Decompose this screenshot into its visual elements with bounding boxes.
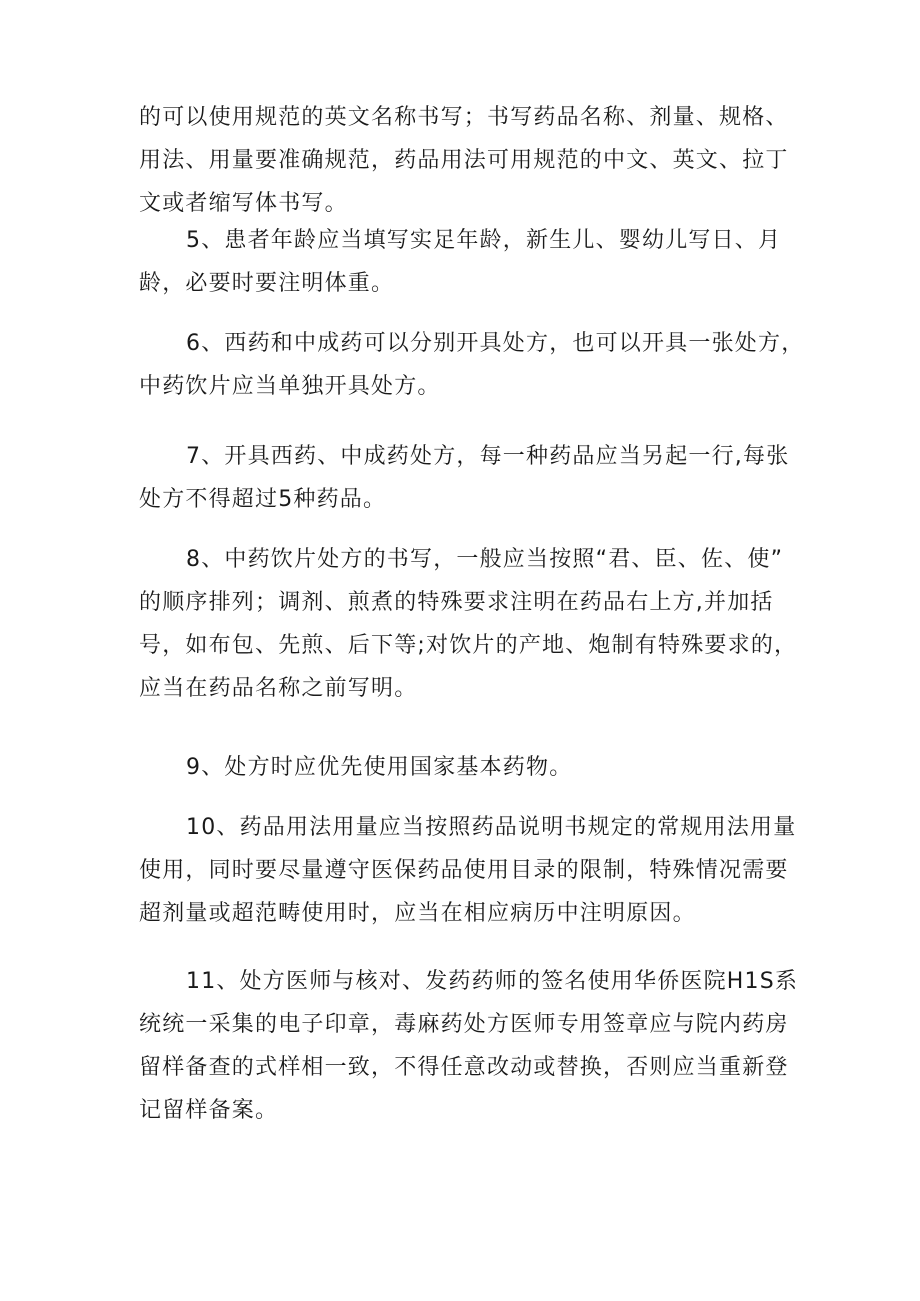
paragraph-line: 记留样备案。 xyxy=(139,1098,279,1123)
paragraph-line: 使用，同时要尽量遵守医保药品使用目录的限制，特殊情况需要 xyxy=(139,858,789,883)
paragraph-line: 11、处方医师与核对、发药药师的签名使用华侨医院H1S系 xyxy=(186,969,799,994)
paragraph-line: 龄，必要时要注明体重。 xyxy=(139,271,395,296)
paragraph-line: 文或者缩写体书写。 xyxy=(139,191,348,216)
paragraph-line: 统统一采集的电子印章，毒麻药处方医师专用签章应与院内药房 xyxy=(139,1012,789,1037)
paragraph-line: 5、患者年龄应当填写实足年龄，新生儿、婴幼儿写日、月 xyxy=(186,228,782,253)
paragraph-line: 处方不得超过5种药品。 xyxy=(139,487,387,512)
paragraph-item-11 xyxy=(139,960,799,1132)
paragraph-line: 10、药品用法用量应当按照药品说明书规定的常规用法用量 xyxy=(186,815,797,840)
paragraph-line: 7、开具西药、中成药处方，每一种药品应当另起一行,每张 xyxy=(186,444,790,469)
paragraph-line: 的可以使用规范的英文名称书写；书写药品名称、剂量、规格、 xyxy=(139,105,789,130)
paragraph-item-8 xyxy=(139,538,799,710)
paragraph-line: 中药饮片应当单独开具处方。 xyxy=(139,374,441,399)
paragraph-line: 9、处方时应优先使用国家基本药物。 xyxy=(186,755,573,780)
paragraph-line: 号，如布包、先煎、后下等;对饮片的产地、炮制有特殊要求的， xyxy=(139,633,798,658)
paragraph-item-5 xyxy=(139,219,799,305)
paragraph-item-6 xyxy=(139,322,805,408)
paragraph-line: 超剂量或超范畴使用时，应当在相应病历中注明原因。 xyxy=(139,901,696,926)
paragraph-line: 留样备查的式样相一致，不得任意改动或替换，否则应当重新登 xyxy=(139,1055,789,1080)
paragraph-item-7 xyxy=(139,435,799,521)
paragraph-line: 6、西药和中成药可以分别开具处方，也可以开具一张处方， xyxy=(186,331,805,356)
paragraph-line: 8、中药饮片处方的书写，一般应当按照“君、臣、佐、使” xyxy=(186,547,784,572)
paragraph-line: 的顺序排列；调剂、煎煮的特殊要求注明在药品右上方,并加括 xyxy=(139,590,774,615)
paragraph-item-10 xyxy=(139,806,799,935)
paragraph-line: 用法、用量要准确规范，药品用法可用规范的中文、英文、拉丁 xyxy=(139,148,789,173)
paragraph-item-9 xyxy=(139,746,799,789)
paragraph-line: 应当在药品名称之前写明。 xyxy=(139,676,418,701)
paragraph-drug-name-writing xyxy=(139,96,799,225)
